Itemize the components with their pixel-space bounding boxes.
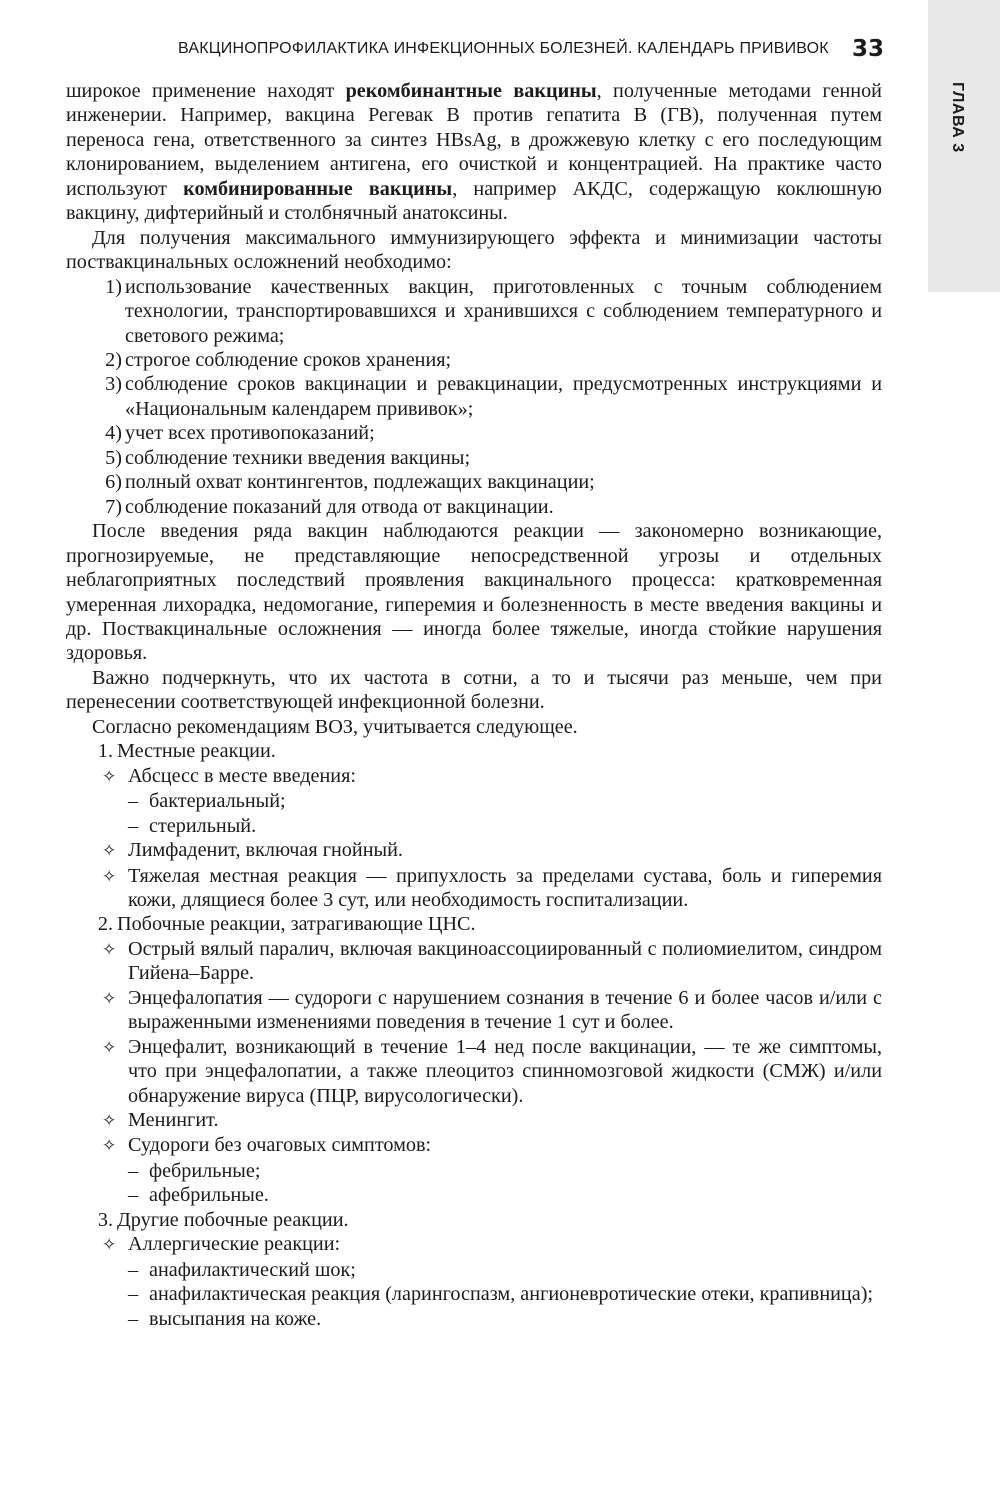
bullet-item bbox=[66, 937, 882, 986]
bullet-item bbox=[66, 1133, 882, 1158]
dash-marker: – bbox=[128, 1258, 139, 1281]
dash-item bbox=[66, 1307, 882, 1331]
dash-item bbox=[66, 814, 882, 838]
diamond-bullet-icon: ✧ bbox=[102, 866, 117, 887]
requirement-item bbox=[66, 470, 882, 494]
dash-marker: – bbox=[128, 790, 139, 813]
bullet-text: Острый вялый паралич, включая вакциноассоциированный с полиомиелитом, синдром Гийена–Барре. bbox=[128, 937, 882, 985]
term-recombinant-vaccines: рекомбинантные вакцины bbox=[345, 80, 597, 102]
term-combined-vaccines: комбинированные вакцины bbox=[183, 177, 453, 200]
list-number: 7) bbox=[105, 495, 122, 518]
dash-item bbox=[66, 1159, 882, 1183]
paragraph-reactions: После введения ряда вакцин наблюдаются реакции — закономерно возникающие, прогнозируемые, не представляющие непосредственной угрозы и отдельных неблагоприятных последствий проявления вакцинального процесса: кратковременная умеренная лихорадка, недомогание, гиперемия и болезненность в месте введения вакцины и др. Поствакцинальные осложнения — иногда более тяжелые, иногда стойкие нарушения здоровья. bbox=[66, 520, 882, 665]
dash-item bbox=[66, 1282, 882, 1306]
section-number: 1. bbox=[97, 740, 113, 763]
bullet-text: Лимфаденит, включая гнойный. bbox=[128, 839, 403, 862]
diamond-bullet-icon: ✧ bbox=[102, 988, 117, 1009]
bullet-text: Тяжелая местная реакция — припухлость за пределами сустава, боль и гиперемия кожи, длящиеся более 3 сут, или необходимость госпитализации. bbox=[128, 864, 882, 911]
diamond-bullet-icon: ✧ bbox=[102, 766, 117, 787]
list-text: соблюдение сроков вакцинации и ревакцинации, предусмотренных инструкциями и «Национальным календарем прививок»; bbox=[125, 373, 882, 420]
bullet-item bbox=[66, 864, 882, 913]
dash-text: фебрильные; bbox=[149, 1159, 261, 1182]
section-title: Другие побочные реакции. bbox=[117, 1208, 349, 1231]
section-number: 2. bbox=[97, 913, 113, 936]
list-text: учет всех противопоказаний; bbox=[125, 422, 375, 445]
dash-text: бактериальный; bbox=[149, 790, 286, 813]
list-text: соблюдение техники введения вакцины; bbox=[125, 446, 471, 469]
text-span: , например АКДС, содержащую коклюшную вакцину, дифтерийный и столбнячный анатоксины. bbox=[66, 177, 882, 225]
dash-text: высыпания на коже. bbox=[149, 1307, 322, 1330]
running-head: ВАКЦИНОПРОФИЛАКТИКА ИНФЕКЦИОННЫХ БОЛЕЗНЕЙ. КАЛЕНДАРЬ ПРИВИВОК bbox=[178, 40, 829, 57]
section-heading bbox=[66, 739, 882, 763]
dash-text: анафилактический шок; bbox=[149, 1258, 356, 1281]
bullet-item bbox=[66, 986, 882, 1035]
list-text: соблюдение показаний для отвода от вакцинации. bbox=[125, 495, 554, 518]
dash-marker: – bbox=[128, 1159, 139, 1182]
requirement-item bbox=[66, 348, 882, 372]
requirements-list bbox=[66, 275, 882, 520]
requirement-item bbox=[66, 275, 882, 348]
list-number: 5) bbox=[105, 446, 122, 469]
diamond-bullet-icon: ✧ bbox=[102, 939, 117, 960]
list-text: полный охват контингентов, подлежащих вакцинации; bbox=[125, 471, 595, 494]
paragraph-requirements-intro: Для получения максимального иммунизирующего эффекта и минимизации частоты поствакцинальных осложнений необходимо: bbox=[66, 226, 882, 274]
list-text: использование качественных вакцин, приготовленных с точным соблюдением технологии, транспортировавшихся и хранившихся с соблюдением температурного и светового режима; bbox=[125, 275, 882, 347]
diamond-bullet-icon: ✧ bbox=[102, 1136, 117, 1157]
diamond-bullet-icon: ✧ bbox=[102, 841, 117, 862]
section-heading bbox=[66, 912, 882, 936]
list-number: 2) bbox=[105, 348, 122, 371]
bullet-item bbox=[66, 1035, 882, 1108]
page-number: 33 bbox=[852, 36, 885, 62]
dash-marker: – bbox=[128, 1283, 139, 1306]
bullet-text: Аллергические реакции: bbox=[128, 1233, 341, 1256]
dash-item bbox=[66, 1258, 882, 1282]
bullet-text: Абсцесс в месте введения: bbox=[128, 764, 356, 787]
diamond-bullet-icon: ✧ bbox=[102, 1235, 117, 1256]
bullet-text: Менингит. bbox=[128, 1109, 219, 1132]
requirement-item bbox=[66, 446, 882, 470]
chapter-tab bbox=[928, 0, 1000, 292]
section-number: 3. bbox=[97, 1208, 113, 1231]
bullet-item bbox=[66, 764, 882, 789]
requirement-item bbox=[66, 421, 882, 445]
bullet-text: Судороги без очаговых симптомов: bbox=[128, 1134, 432, 1157]
text-span: , полученные методами генной инженерии. Например, вакцина Регевак В против гепатита В (ГВ), полученная путем переноса гена, ответственного за синтез HBsAg, в дрожжевую клетку с его последующим клонированием, выделением антигена, его очисткой и концентрацией. На практике часто используют bbox=[66, 80, 882, 200]
paragraph-who: Согласно рекомендациям ВОЗ, учитывается следующее. bbox=[92, 715, 578, 738]
section-heading bbox=[66, 1208, 882, 1232]
section-title: Побочные реакции, затрагивающие ЦНС. bbox=[117, 913, 476, 936]
bullet-item bbox=[66, 838, 882, 863]
dash-marker: – bbox=[128, 1307, 139, 1330]
paragraph-recombinant bbox=[66, 79, 882, 226]
list-number: 3) bbox=[105, 373, 122, 396]
requirement-item bbox=[66, 495, 882, 519]
diamond-bullet-icon: ✧ bbox=[102, 1111, 117, 1132]
chapter-label: ГЛАВА 3 bbox=[949, 82, 966, 153]
dash-item bbox=[66, 1183, 882, 1207]
bullet-text: Энцефалопатия — судороги с нарушением сознания в течение 6 и более часов и/или с выраженными изменениями поведения в течение 1 сут и более. bbox=[128, 986, 882, 1034]
dash-marker: – bbox=[128, 1184, 139, 1207]
bullet-text: Энцефалит, возникающий в течение 1–4 нед после вакцинации, — те же симптомы, что при энцефалопатии, а также плеоцитоз спинномозговой жидкости (СМЖ) и/или обнаружение вируса (ПЦР, вирусологически). bbox=[128, 1035, 882, 1107]
dash-item bbox=[66, 789, 882, 813]
list-number: 6) bbox=[105, 471, 122, 494]
requirement-item bbox=[66, 372, 882, 421]
dash-text: афебрильные. bbox=[149, 1184, 269, 1207]
bullet-item bbox=[66, 1232, 882, 1257]
dash-text: анафилактическая реакция (ларингоспазм, ангионевротические отеки, крапивница); bbox=[149, 1283, 874, 1306]
diamond-bullet-icon: ✧ bbox=[102, 1037, 117, 1058]
text-span: широкое применение находят bbox=[66, 80, 346, 102]
list-number: 4) bbox=[105, 422, 122, 445]
section-title: Местные реакции. bbox=[117, 740, 276, 763]
list-text: строгое соблюдение сроков хранения; bbox=[125, 348, 452, 371]
dash-text: стерильный. bbox=[149, 814, 257, 837]
dash-marker: – bbox=[128, 814, 139, 837]
body-text bbox=[66, 79, 882, 1331]
list-number: 1) bbox=[105, 275, 122, 298]
bullet-item bbox=[66, 1108, 882, 1133]
paragraph-frequency: Важно подчеркнуть, что их частота в сотни, а то и тысячи раз меньше, чем при перенесении соответствующей инфекционной болезни. bbox=[66, 666, 882, 714]
